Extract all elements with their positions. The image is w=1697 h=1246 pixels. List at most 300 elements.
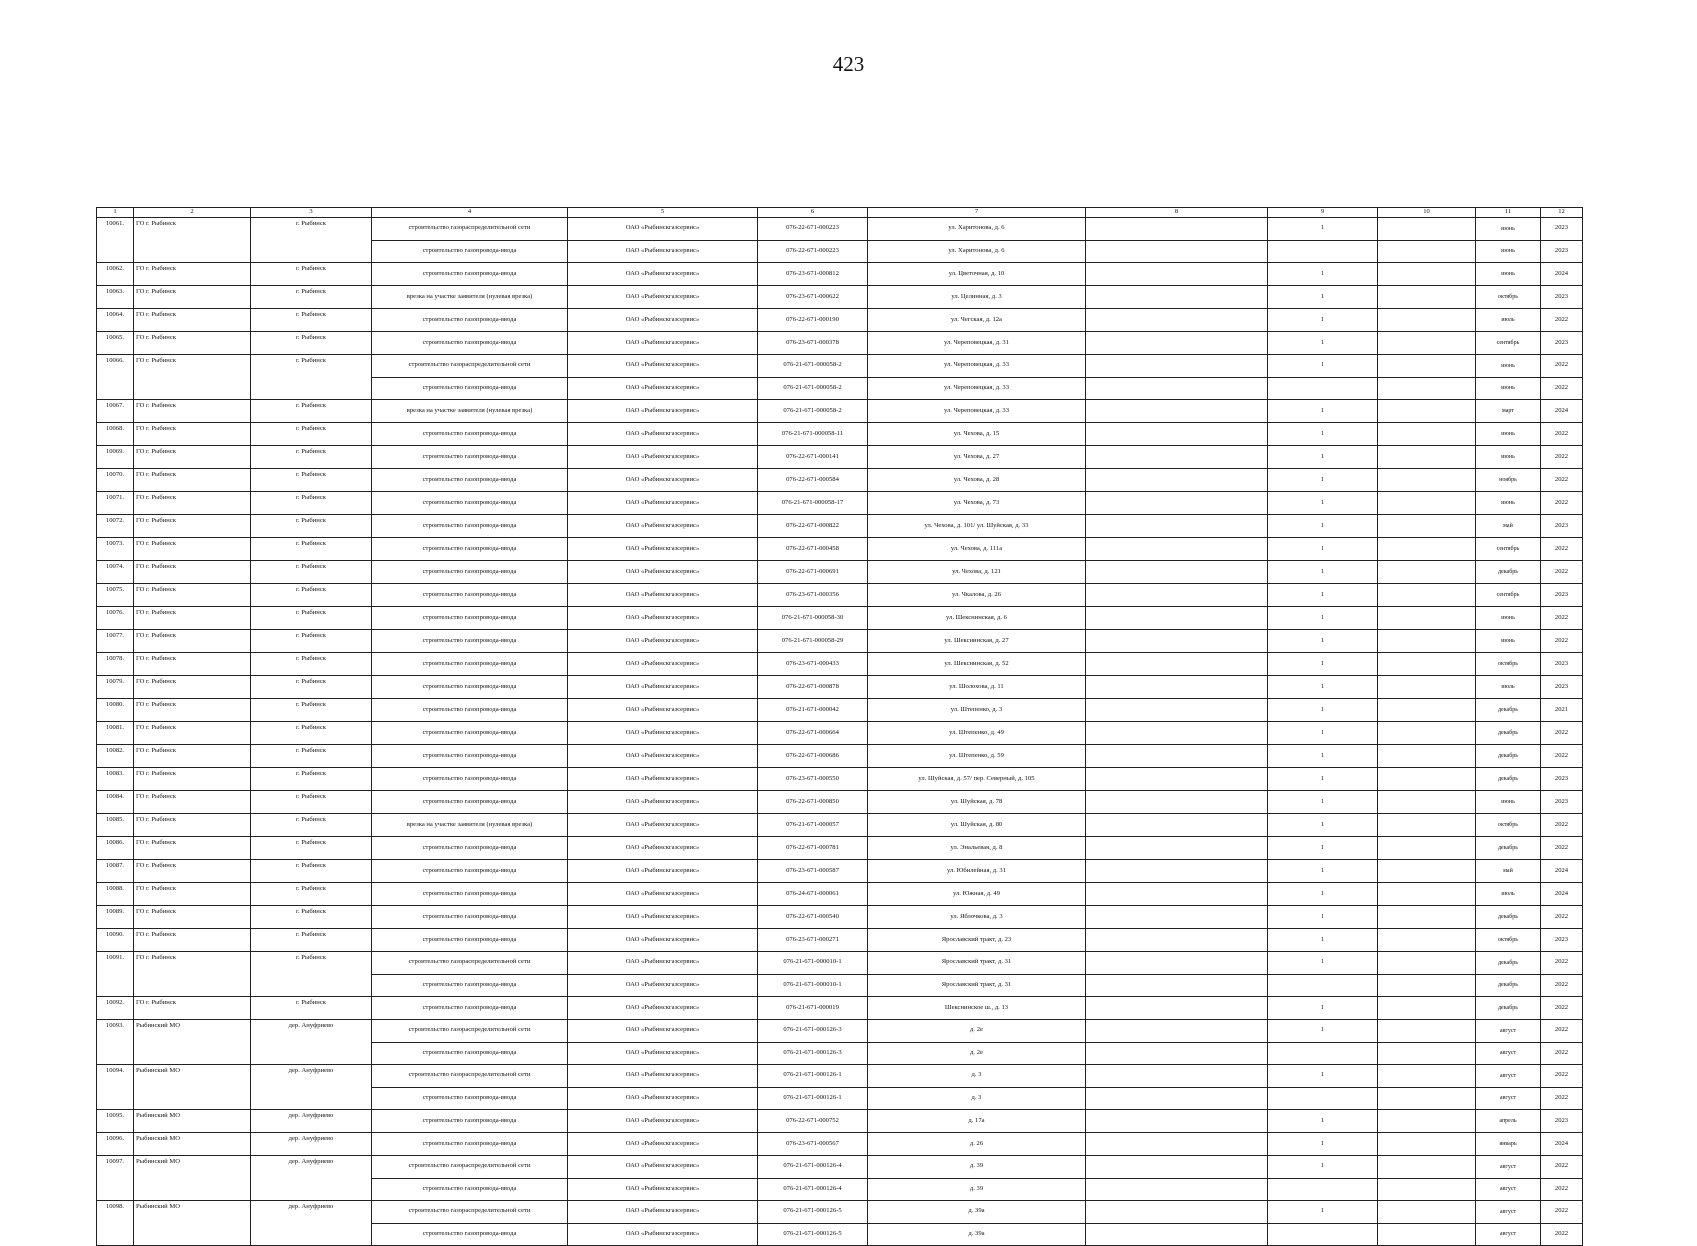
cell-work-type: строительство газопровода-ввода <box>372 653 568 676</box>
table-row <box>97 607 1583 630</box>
cell-settlement: г. Рыбинск <box>251 814 372 837</box>
cell-municipality: ГО г. Рыбинск <box>134 218 251 241</box>
cell-work-type: строительство газопровода-ввода <box>372 240 568 263</box>
cell-municipality: ГО г. Рыбинск <box>134 400 251 423</box>
cell-col-8 <box>1086 1110 1268 1133</box>
cell-organization: ОАО «Рыбинскгазсервис» <box>568 263 758 286</box>
cell-year: 2024 <box>1541 883 1583 906</box>
cell-work-type: строительство газопровода-ввода <box>372 837 568 860</box>
cell-application-code: 076-21-671-000126-4 <box>758 1156 868 1179</box>
cell-month: июнь <box>1476 423 1541 446</box>
cell-organization: ОАО «Рыбинскгазсервис» <box>568 906 758 929</box>
cell-application-code: 076-23-671-000356 <box>758 584 868 607</box>
cell-col-10 <box>1378 607 1476 630</box>
cell-address: ул. Череповецкая, д. 33 <box>868 355 1086 378</box>
cell-municipality: ГО г. Рыбинск <box>134 722 251 745</box>
cell-settlement: г. Рыбинск <box>251 929 372 952</box>
cell-application-code: 076-22-671-000584 <box>758 469 868 492</box>
cell-col-8 <box>1086 218 1268 241</box>
cell-col-8 <box>1086 1133 1268 1156</box>
cell-application-code: 076-22-671-000850 <box>758 791 868 814</box>
cell-application-code: 076-21-671-000126-3 <box>758 1042 868 1065</box>
cell-application-code: 076-23-671-000271 <box>758 929 868 952</box>
cell-address: ул. Шуйская, д. 78 <box>868 791 1086 814</box>
cell-col-10 <box>1378 1178 1476 1201</box>
cell-col-10 <box>1378 218 1476 241</box>
cell-row-number: 10062. <box>97 263 134 286</box>
cell-application-code: 076-22-671-000540 <box>758 906 868 929</box>
cell-row-number: 10078. <box>97 653 134 676</box>
cell-work-type: строительство газопровода-ввода <box>372 492 568 515</box>
cell-year: 2022 <box>1541 1156 1583 1179</box>
cell-col-9: 1 <box>1268 1110 1378 1133</box>
cell-col-9: 1 <box>1268 745 1378 768</box>
cell-organization: ОАО «Рыбинскгазсервис» <box>568 538 758 561</box>
cell-col-8 <box>1086 400 1268 423</box>
cell-organization: ОАО «Рыбинскгазсервис» <box>568 1178 758 1201</box>
cell-col-10 <box>1378 515 1476 538</box>
cell-col-10 <box>1378 1223 1476 1246</box>
cell-col-8 <box>1086 974 1268 997</box>
table-row <box>97 1087 1583 1110</box>
cell-organization: ОАО «Рыбинскгазсервис» <box>568 332 758 355</box>
cell-organization: ОАО «Рыбинскгазсервис» <box>568 860 758 883</box>
cell-organization: ОАО «Рыбинскгазсервис» <box>568 240 758 263</box>
cell-settlement: г. Рыбинск <box>251 492 372 515</box>
cell-settlement: г. Рыбинск <box>251 699 372 722</box>
column-number-row <box>97 208 1583 218</box>
cell-month: август <box>1476 1201 1541 1224</box>
cell-municipality <box>134 1087 251 1110</box>
cell-row-number: 10066. <box>97 355 134 378</box>
cell-col-9: 1 <box>1268 883 1378 906</box>
cell-municipality: ГО г. Рыбинск <box>134 355 251 378</box>
cell-settlement: г. Рыбинск <box>251 469 372 492</box>
cell-row-number: 10088. <box>97 883 134 906</box>
cell-settlement: г. Рыбинск <box>251 722 372 745</box>
cell-row-number: 10097. <box>97 1156 134 1179</box>
cell-municipality: ГО г. Рыбинск <box>134 676 251 699</box>
cell-col-10 <box>1378 676 1476 699</box>
cell-row-number: 10092. <box>97 997 134 1020</box>
cell-col-8 <box>1086 1065 1268 1088</box>
cell-address: д. 2е <box>868 1042 1086 1065</box>
cell-work-type: строительство газопровода-ввода <box>372 584 568 607</box>
cell-row-number: 10085. <box>97 814 134 837</box>
cell-work-type: строительство газораспределительной сети <box>372 1020 568 1043</box>
cell-col-8 <box>1086 561 1268 584</box>
cell-municipality: ГО г. Рыбинск <box>134 814 251 837</box>
gasification-table <box>96 207 1583 1246</box>
cell-col-9: 1 <box>1268 791 1378 814</box>
table-body <box>97 218 1583 1246</box>
cell-address: д. 39а <box>868 1201 1086 1224</box>
cell-col-8 <box>1086 837 1268 860</box>
cell-address: Ярославский тракт, д. 31 <box>868 952 1086 975</box>
cell-row-number: 10086. <box>97 837 134 860</box>
cell-application-code: 076-22-671-000223 <box>758 240 868 263</box>
cell-year: 2022 <box>1541 837 1583 860</box>
cell-year: 2022 <box>1541 561 1583 584</box>
col-header-11: 11 <box>1476 208 1541 218</box>
cell-organization: ОАО «Рыбинскгазсервис» <box>568 607 758 630</box>
cell-col-10 <box>1378 377 1476 400</box>
table-row <box>97 653 1583 676</box>
cell-organization: ОАО «Рыбинскгазсервис» <box>568 1042 758 1065</box>
cell-settlement: г. Рыбинск <box>251 791 372 814</box>
cell-col-8 <box>1086 676 1268 699</box>
cell-col-10 <box>1378 423 1476 446</box>
cell-month: июнь <box>1476 446 1541 469</box>
cell-col-10 <box>1378 929 1476 952</box>
cell-col-9: 1 <box>1268 929 1378 952</box>
table-row <box>97 584 1583 607</box>
cell-col-9: 1 <box>1268 423 1378 446</box>
cell-month: август <box>1476 1087 1541 1110</box>
cell-work-type: строительство газопровода-ввода <box>372 309 568 332</box>
cell-col-8 <box>1086 791 1268 814</box>
cell-work-type: строительство газопровода-ввода <box>372 1110 568 1133</box>
cell-year: 2022 <box>1541 469 1583 492</box>
cell-month: август <box>1476 1156 1541 1179</box>
table-row <box>97 1020 1583 1043</box>
cell-month: октябрь <box>1476 653 1541 676</box>
table-row <box>97 332 1583 355</box>
table-row <box>97 538 1583 561</box>
cell-municipality: ГО г. Рыбинск <box>134 860 251 883</box>
cell-address: ул. Чехова, д. 111а <box>868 538 1086 561</box>
cell-col-10 <box>1378 952 1476 975</box>
cell-organization: ОАО «Рыбинскгазсервис» <box>568 676 758 699</box>
cell-municipality: ГО г. Рыбинск <box>134 791 251 814</box>
cell-year: 2022 <box>1541 906 1583 929</box>
cell-month: август <box>1476 1178 1541 1201</box>
cell-organization: ОАО «Рыбинскгазсервис» <box>568 469 758 492</box>
cell-year: 2022 <box>1541 607 1583 630</box>
cell-organization: ОАО «Рыбинскгазсервис» <box>568 974 758 997</box>
cell-year: 2022 <box>1541 722 1583 745</box>
cell-municipality: ГО г. Рыбинск <box>134 745 251 768</box>
cell-address: Шекснинское ш., д. 13 <box>868 997 1086 1020</box>
cell-address: ул. Чехова, д. 101/ ул. Шуйская, д. 33 <box>868 515 1086 538</box>
cell-col-8 <box>1086 745 1268 768</box>
cell-organization: ОАО «Рыбинскгазсервис» <box>568 653 758 676</box>
cell-col-9: 1 <box>1268 722 1378 745</box>
table-row <box>97 699 1583 722</box>
cell-col-9: 1 <box>1268 309 1378 332</box>
cell-organization: ОАО «Рыбинскгазсервис» <box>568 1020 758 1043</box>
cell-row-number <box>97 1042 134 1065</box>
cell-row-number <box>97 1178 134 1201</box>
table-row <box>97 630 1583 653</box>
cell-month: июль <box>1476 676 1541 699</box>
cell-address: д. 39 <box>868 1156 1086 1179</box>
cell-municipality: ГО г. Рыбинск <box>134 768 251 791</box>
cell-municipality: ГО г. Рыбинск <box>134 906 251 929</box>
cell-year: 2022 <box>1541 974 1583 997</box>
table-row <box>97 997 1583 1020</box>
cell-application-code: 076-21-671-000010-1 <box>758 974 868 997</box>
table-row <box>97 906 1583 929</box>
cell-address: ул. Чехова, д. 73 <box>868 492 1086 515</box>
cell-organization: ОАО «Рыбинскгазсервис» <box>568 791 758 814</box>
cell-municipality: Рыбинский МО <box>134 1110 251 1133</box>
table-row <box>97 423 1583 446</box>
cell-col-10 <box>1378 1087 1476 1110</box>
cell-application-code: 076-21-671-000010-1 <box>758 952 868 975</box>
cell-year: 2022 <box>1541 446 1583 469</box>
cell-month: декабрь <box>1476 699 1541 722</box>
cell-row-number: 10083. <box>97 768 134 791</box>
cell-settlement: г. Рыбинск <box>251 997 372 1020</box>
cell-address: ул. Шолохова, д. 11 <box>868 676 1086 699</box>
cell-organization: ОАО «Рыбинскгазсервис» <box>568 423 758 446</box>
cell-col-10 <box>1378 263 1476 286</box>
table-row <box>97 492 1583 515</box>
cell-row-number: 10089. <box>97 906 134 929</box>
cell-settlement: дер. Ануфриево <box>251 1201 372 1224</box>
cell-year: 2024 <box>1541 263 1583 286</box>
cell-col-10 <box>1378 1020 1476 1043</box>
col-header-8: 8 <box>1086 208 1268 218</box>
cell-month: октябрь <box>1476 929 1541 952</box>
cell-settlement: г. Рыбинск <box>251 837 372 860</box>
cell-month: июнь <box>1476 630 1541 653</box>
cell-year: 2022 <box>1541 492 1583 515</box>
cell-col-8 <box>1086 377 1268 400</box>
col-header-2: 2 <box>134 208 251 218</box>
cell-settlement: г. Рыбинск <box>251 584 372 607</box>
cell-organization: ОАО «Рыбинскгазсервис» <box>568 218 758 241</box>
cell-year: 2024 <box>1541 860 1583 883</box>
cell-organization: ОАО «Рыбинскгазсервис» <box>568 377 758 400</box>
cell-settlement: г. Рыбинск <box>251 332 372 355</box>
cell-address: ул. Юбилейная, д. 31 <box>868 860 1086 883</box>
table-row <box>97 515 1583 538</box>
cell-application-code: 076-21-671-000058-11 <box>758 423 868 446</box>
cell-month: декабрь <box>1476 974 1541 997</box>
cell-year: 2023 <box>1541 768 1583 791</box>
cell-year: 2023 <box>1541 929 1583 952</box>
col-header-9: 9 <box>1268 208 1378 218</box>
cell-col-8 <box>1086 446 1268 469</box>
cell-municipality: ГО г. Рыбинск <box>134 561 251 584</box>
cell-application-code: 076-22-671-000664 <box>758 722 868 745</box>
cell-month: июнь <box>1476 607 1541 630</box>
cell-work-type: строительство газопровода-ввода <box>372 1223 568 1246</box>
cell-month: август <box>1476 1042 1541 1065</box>
cell-year: 2022 <box>1541 1178 1583 1201</box>
table-row <box>97 218 1583 241</box>
cell-municipality <box>134 974 251 997</box>
cell-year: 2023 <box>1541 791 1583 814</box>
cell-application-code: 076-21-671-000126-1 <box>758 1087 868 1110</box>
cell-application-code: 076-23-671-000433 <box>758 653 868 676</box>
cell-col-10 <box>1378 1042 1476 1065</box>
cell-application-code: 076-21-671-000057 <box>758 814 868 837</box>
cell-settlement: г. Рыбинск <box>251 561 372 584</box>
cell-organization: ОАО «Рыбинскгазсервис» <box>568 883 758 906</box>
cell-row-number: 10072. <box>97 515 134 538</box>
cell-work-type: врезка на участке заявителя (нулевая врезка) <box>372 286 568 309</box>
cell-month: июль <box>1476 883 1541 906</box>
cell-col-10 <box>1378 1201 1476 1224</box>
cell-municipality: ГО г. Рыбинск <box>134 538 251 561</box>
col-header-5: 5 <box>568 208 758 218</box>
cell-month: март <box>1476 400 1541 423</box>
table-row <box>97 929 1583 952</box>
cell-col-8 <box>1086 1020 1268 1043</box>
cell-col-9: 1 <box>1268 538 1378 561</box>
cell-col-8 <box>1086 1156 1268 1179</box>
cell-settlement: дер. Ануфриево <box>251 1156 372 1179</box>
cell-work-type: строительство газопровода-ввода <box>372 469 568 492</box>
cell-application-code: 076-21-671-000126-3 <box>758 1020 868 1043</box>
cell-col-10 <box>1378 1156 1476 1179</box>
cell-month: май <box>1476 860 1541 883</box>
cell-row-number: 10090. <box>97 929 134 952</box>
cell-col-8 <box>1086 952 1268 975</box>
cell-col-8 <box>1086 240 1268 263</box>
cell-col-9 <box>1268 1087 1378 1110</box>
cell-settlement: дер. Ануфриево <box>251 1133 372 1156</box>
cell-municipality <box>134 377 251 400</box>
cell-col-10 <box>1378 791 1476 814</box>
cell-settlement: г. Рыбинск <box>251 423 372 446</box>
cell-col-9 <box>1268 1178 1378 1201</box>
cell-address: ул. Цветочная, д. 10 <box>868 263 1086 286</box>
table-row <box>97 722 1583 745</box>
cell-month: декабрь <box>1476 561 1541 584</box>
cell-work-type: строительство газопровода-ввода <box>372 561 568 584</box>
cell-col-10 <box>1378 469 1476 492</box>
col-header-4: 4 <box>372 208 568 218</box>
cell-col-9: 1 <box>1268 1065 1378 1088</box>
cell-col-10 <box>1378 837 1476 860</box>
cell-col-8 <box>1086 492 1268 515</box>
cell-col-9: 1 <box>1268 653 1378 676</box>
cell-application-code: 076-21-671-000058-29 <box>758 630 868 653</box>
cell-work-type: строительство газопровода-ввода <box>372 630 568 653</box>
cell-application-code: 076-22-671-000822 <box>758 515 868 538</box>
cell-work-type: строительство газопровода-ввода <box>372 1087 568 1110</box>
cell-municipality: Рыбинский МО <box>134 1156 251 1179</box>
cell-work-type: строительство газопровода-ввода <box>372 676 568 699</box>
cell-organization: ОАО «Рыбинскгазсервис» <box>568 1065 758 1088</box>
cell-application-code: 076-22-671-000223 <box>758 218 868 241</box>
cell-application-code: 076-21-671-000126-4 <box>758 1178 868 1201</box>
cell-settlement: г. Рыбинск <box>251 515 372 538</box>
cell-month: декабрь <box>1476 745 1541 768</box>
cell-application-code: 076-23-671-000550 <box>758 768 868 791</box>
table-row <box>97 263 1583 286</box>
cell-col-9 <box>1268 377 1378 400</box>
cell-application-code: 076-21-671-000126-1 <box>758 1065 868 1088</box>
cell-col-10 <box>1378 400 1476 423</box>
cell-col-8 <box>1086 883 1268 906</box>
cell-settlement: г. Рыбинск <box>251 906 372 929</box>
cell-municipality: ГО г. Рыбинск <box>134 263 251 286</box>
cell-month: январь <box>1476 1133 1541 1156</box>
cell-row-number: 10076. <box>97 607 134 630</box>
cell-organization: ОАО «Рыбинскгазсервис» <box>568 745 758 768</box>
cell-settlement: г. Рыбинск <box>251 538 372 561</box>
cell-application-code: 076-21-671-000058-2 <box>758 355 868 378</box>
cell-col-8 <box>1086 653 1268 676</box>
cell-year: 2024 <box>1541 1133 1583 1156</box>
cell-col-8 <box>1086 814 1268 837</box>
cell-row-number: 10074. <box>97 561 134 584</box>
cell-settlement: г. Рыбинск <box>251 745 372 768</box>
cell-work-type: строительство газопровода-ввода <box>372 332 568 355</box>
cell-month: октябрь <box>1476 286 1541 309</box>
table-row <box>97 1201 1583 1224</box>
cell-municipality: ГО г. Рыбинск <box>134 929 251 952</box>
cell-col-8 <box>1086 860 1268 883</box>
table-row <box>97 837 1583 860</box>
cell-work-type: строительство газопровода-ввода <box>372 377 568 400</box>
col-header-12: 12 <box>1541 208 1583 218</box>
cell-month: май <box>1476 515 1541 538</box>
cell-organization: ОАО «Рыбинскгазсервис» <box>568 814 758 837</box>
cell-year: 2022 <box>1541 1065 1583 1088</box>
cell-col-8 <box>1086 1178 1268 1201</box>
cell-municipality: ГО г. Рыбинск <box>134 699 251 722</box>
cell-year: 2023 <box>1541 286 1583 309</box>
cell-month: декабрь <box>1476 768 1541 791</box>
cell-row-number <box>97 974 134 997</box>
cell-address: ул. Череповецкая, д. 31 <box>868 332 1086 355</box>
cell-col-9 <box>1268 240 1378 263</box>
cell-month: август <box>1476 1223 1541 1246</box>
cell-month: июнь <box>1476 355 1541 378</box>
cell-settlement: г. Рыбинск <box>251 355 372 378</box>
table-row <box>97 1223 1583 1246</box>
cell-organization: ОАО «Рыбинскгазсервис» <box>568 997 758 1020</box>
cell-application-code: 076-21-671-000126-5 <box>758 1201 868 1224</box>
cell-organization: ОАО «Рыбинскгазсервис» <box>568 561 758 584</box>
cell-col-10 <box>1378 492 1476 515</box>
cell-organization: ОАО «Рыбинскгазсервис» <box>568 929 758 952</box>
cell-row-number: 10075. <box>97 584 134 607</box>
cell-row-number: 10081. <box>97 722 134 745</box>
cell-address: ул. Череповецкая, д. 33 <box>868 400 1086 423</box>
cell-month: сентябрь <box>1476 584 1541 607</box>
cell-col-10 <box>1378 561 1476 584</box>
cell-address: д. 2е <box>868 1020 1086 1043</box>
cell-col-10 <box>1378 332 1476 355</box>
cell-col-9: 1 <box>1268 997 1378 1020</box>
cell-col-9 <box>1268 1042 1378 1065</box>
cell-col-10 <box>1378 1110 1476 1133</box>
cell-month: июль <box>1476 309 1541 332</box>
cell-address: д. 39а <box>868 1223 1086 1246</box>
cell-work-type: строительство газопровода-ввода <box>372 860 568 883</box>
cell-address: ул. Чкалова, д. 26 <box>868 584 1086 607</box>
col-header-3: 3 <box>251 208 372 218</box>
cell-work-type: строительство газопровода-ввода <box>372 791 568 814</box>
cell-month: сентябрь <box>1476 538 1541 561</box>
cell-row-number: 10093. <box>97 1020 134 1043</box>
cell-col-8 <box>1086 699 1268 722</box>
cell-col-8 <box>1086 332 1268 355</box>
cell-application-code: 076-24-671-000061 <box>758 883 868 906</box>
cell-col-9: 1 <box>1268 263 1378 286</box>
cell-settlement: г. Рыбинск <box>251 860 372 883</box>
cell-col-10 <box>1378 653 1476 676</box>
cell-organization: ОАО «Рыбинскгазсервис» <box>568 355 758 378</box>
cell-settlement <box>251 377 372 400</box>
